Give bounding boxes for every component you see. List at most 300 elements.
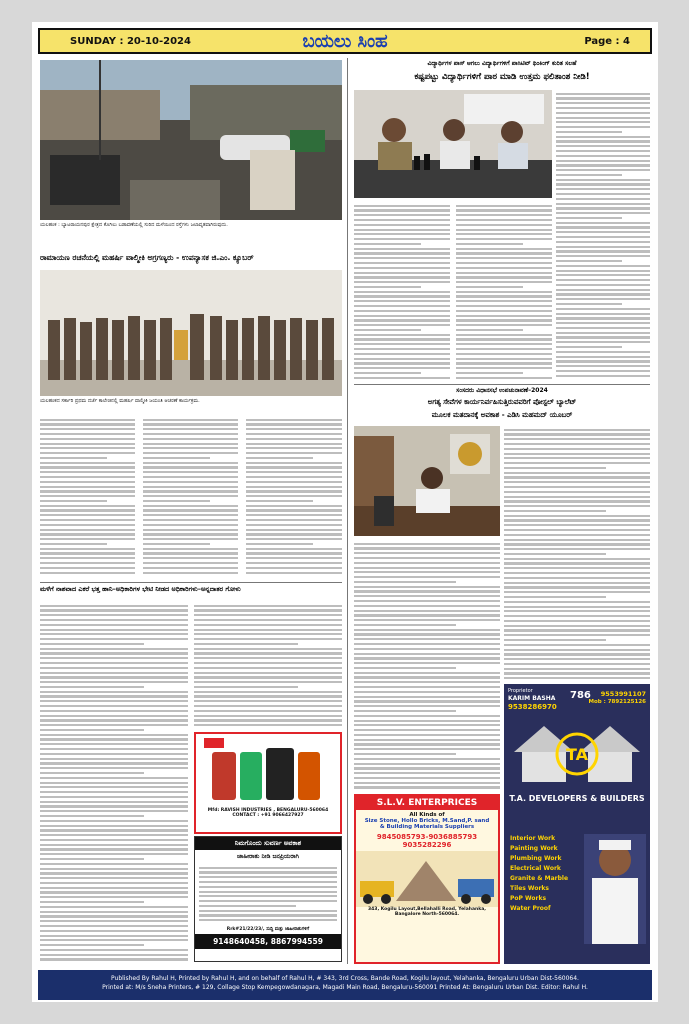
ta-mobile-1: 9538286970 <box>508 703 557 711</box>
body-text-line <box>40 887 188 889</box>
body-text-line <box>556 203 650 205</box>
ta-786: 786 <box>570 690 591 701</box>
body-text-line <box>556 360 650 362</box>
ta-service-item: Plumbing Work <box>510 855 562 862</box>
newspaper-title: ಬಯಲು ಸಿಂಹ <box>302 31 388 52</box>
body-text-line <box>246 466 342 468</box>
slv-enterprises-ad <box>354 794 500 964</box>
svg-text:TA: TA <box>565 745 589 764</box>
body-text-line <box>456 353 552 355</box>
body-text-line <box>556 274 650 276</box>
body-text-line <box>354 782 500 784</box>
body-text-line <box>354 657 500 659</box>
body-text-line <box>40 643 144 645</box>
valmiki-article-col-3 <box>246 416 342 578</box>
body-text-line <box>40 676 188 678</box>
body-text-line <box>504 663 650 665</box>
body-text-line <box>504 529 650 531</box>
body-text-line <box>556 207 650 209</box>
press-meet-photo <box>354 90 552 198</box>
body-text-line <box>456 334 552 336</box>
body-text-line <box>556 231 650 233</box>
body-text-line <box>504 615 650 617</box>
body-text-line <box>354 681 500 683</box>
body-text-line <box>354 324 450 326</box>
paddy-article-col-2 <box>194 602 342 728</box>
body-text-line <box>354 605 500 607</box>
body-text-line <box>143 514 238 516</box>
body-text-line <box>354 257 450 259</box>
body-text-line <box>354 305 450 307</box>
body-text-line <box>354 586 500 588</box>
body-text-line <box>40 624 188 626</box>
body-text-line <box>143 466 238 468</box>
rain-street-photo <box>40 60 342 220</box>
body-text-line <box>504 591 650 593</box>
body-text-line <box>354 724 500 726</box>
body-text-line <box>504 653 650 655</box>
body-text-line <box>456 343 552 345</box>
body-text-line <box>194 614 342 616</box>
body-text-line <box>40 782 188 784</box>
body-text-line <box>556 155 650 157</box>
body-text-line <box>40 839 188 841</box>
body-text-line <box>354 672 500 674</box>
students-article-col-1 <box>354 202 450 380</box>
body-text-line <box>246 486 342 488</box>
body-text-line <box>143 452 238 454</box>
body-text-line <box>354 205 450 207</box>
body-text-line <box>246 557 342 559</box>
body-text-line <box>456 305 552 307</box>
body-text-line <box>199 905 296 907</box>
body-text-line <box>246 471 342 473</box>
slv-name: S.L.V. ENTERPRICES <box>356 796 498 810</box>
body-text-line <box>40 939 188 941</box>
body-text-line <box>143 490 238 492</box>
body-text-line <box>354 229 450 231</box>
body-text-line <box>143 562 238 564</box>
body-text-line <box>40 705 188 707</box>
body-text-line <box>40 958 188 960</box>
body-text-line <box>40 452 135 454</box>
body-text-line <box>143 505 238 507</box>
body-text-line <box>40 853 188 855</box>
election-article-col-1 <box>354 540 500 790</box>
body-text-line <box>246 490 342 492</box>
body-text-line <box>456 338 552 340</box>
body-text-line <box>456 300 552 302</box>
body-text-line <box>246 462 342 464</box>
body-text-line <box>504 649 650 651</box>
house-logo-icon <box>504 712 650 792</box>
body-text-line <box>504 606 650 608</box>
body-text-line <box>456 252 552 254</box>
body-text-line <box>354 291 450 293</box>
body-text-line <box>194 619 342 621</box>
body-text-line <box>354 590 500 592</box>
body-text-line <box>504 582 650 584</box>
body-text-line <box>556 198 650 200</box>
body-text-line <box>354 691 500 693</box>
ta-service-item: Water Proof <box>510 905 551 912</box>
body-text-line <box>456 214 552 216</box>
body-text-line <box>556 236 650 238</box>
body-text-line <box>199 895 337 897</box>
body-text-line <box>40 614 188 616</box>
body-text-line <box>354 334 450 336</box>
body-text-line <box>143 533 238 535</box>
body-text-line <box>194 648 342 650</box>
body-text-line <box>504 524 650 526</box>
body-text-line <box>504 519 650 521</box>
body-text-line <box>246 447 342 449</box>
body-text-line <box>194 715 342 717</box>
body-text-line <box>194 710 342 712</box>
body-text-line <box>556 327 650 329</box>
body-text-line <box>504 558 650 560</box>
body-text-line <box>194 609 342 611</box>
classified-phones: 9148640458, 8867994559 <box>195 934 341 949</box>
body-text-line <box>143 423 238 425</box>
body-text-line <box>504 433 650 435</box>
body-text-line <box>354 729 500 731</box>
body-text-line <box>40 605 188 607</box>
body-text-line <box>504 658 650 660</box>
construction-trucks-illustration <box>356 851 498 907</box>
body-text-line <box>40 490 135 492</box>
body-text-line <box>354 767 500 769</box>
body-text-line <box>504 629 650 631</box>
body-text-line <box>246 419 342 421</box>
body-text-line <box>40 786 188 788</box>
body-text-line <box>354 362 450 364</box>
body-text-line <box>40 419 135 421</box>
body-text-line <box>354 715 500 717</box>
body-text-line <box>504 577 650 579</box>
body-text-line <box>143 447 238 449</box>
ta-service-item: Interior Work <box>510 835 556 842</box>
body-text-line <box>354 295 450 297</box>
body-text-line <box>456 324 552 326</box>
body-text-line <box>40 638 188 640</box>
divider <box>354 384 650 385</box>
body-text-line <box>556 117 650 119</box>
body-text-line <box>40 562 135 564</box>
rain-photo-caption: ಯಲಹಂಕ : ಬ್ಯಾಟರಾಯನಪುರ ಕ್ಷೇತ್ರದ ಕೊಗಿಲು ಬಡಾವಣೆಯಲ್ಲಿ ಸುರಿದ ಮಳೆಯಿಂದ ರಸ್ತೆಗಳು ಜಲಾವೃತವಾಗಿರುವುದು. <box>40 222 228 228</box>
body-text-line <box>40 533 135 535</box>
ta-proprietor: KARIM BASHA <box>508 695 556 702</box>
body-text-line <box>354 267 450 269</box>
body-text-line <box>504 543 650 545</box>
body-text-line <box>40 609 188 611</box>
body-text-line <box>556 174 622 176</box>
body-text-line <box>456 377 552 379</box>
body-text-line <box>143 457 210 459</box>
body-text-line <box>40 834 188 836</box>
body-text-line <box>354 353 450 355</box>
ravish-contact: CONTACT : +91 9066427927 <box>232 813 304 818</box>
body-text-line <box>354 662 500 664</box>
body-text-line <box>40 815 144 817</box>
body-text-line <box>504 462 650 464</box>
body-text-line <box>354 547 500 549</box>
body-text-line <box>40 901 144 903</box>
valmiki-group-photo <box>40 270 342 396</box>
body-text-line <box>354 743 500 745</box>
body-text-line <box>143 529 238 531</box>
body-text-line <box>40 672 188 674</box>
body-text-line <box>504 644 650 646</box>
body-text-line <box>556 246 650 248</box>
body-text-line <box>246 438 342 440</box>
body-text-line <box>354 243 421 245</box>
body-text-line <box>40 872 188 874</box>
ta-services-list <box>510 834 580 914</box>
body-text-line <box>354 272 450 274</box>
body-text-line <box>556 265 650 267</box>
body-text-line <box>40 500 107 502</box>
imprint-line-1: Published By Rahul H, Printed by Rahul H, and on behalf of Rahul H, # 343, 3rd Cross, Bande Road, Kogilu layout, Yelahanka, Bengaluru Urban Dist-560064. <box>111 975 579 982</box>
body-text-line <box>143 552 238 554</box>
body-text-line <box>199 914 337 916</box>
body-text-line <box>40 495 135 497</box>
body-text-line <box>354 219 450 221</box>
body-text-line <box>556 332 650 334</box>
paddy-article-col-1 <box>40 602 188 962</box>
body-text-line <box>40 519 135 521</box>
body-text-line <box>354 329 421 331</box>
body-text-line <box>40 791 188 793</box>
body-text-line <box>246 533 342 535</box>
body-text-line <box>556 356 650 358</box>
ta-mobile-2: 9553991107 <box>600 690 646 698</box>
body-text-line <box>354 319 450 321</box>
imprint-footer <box>38 970 652 1000</box>
body-text-line <box>556 289 650 291</box>
body-text-line <box>143 548 238 550</box>
body-text-line <box>40 920 188 922</box>
body-text-line <box>40 944 144 946</box>
body-text-line <box>354 377 450 379</box>
body-text-line <box>40 466 135 468</box>
body-text-line <box>354 748 500 750</box>
body-text-line <box>504 677 650 679</box>
body-text-line <box>40 524 135 526</box>
body-text-line <box>40 529 135 531</box>
valmiki-article-col-1 <box>40 416 135 578</box>
body-text-line <box>143 476 238 478</box>
body-text-line <box>456 372 523 374</box>
body-text-line <box>456 209 552 211</box>
body-text-line <box>143 419 238 421</box>
body-text-line <box>504 534 650 536</box>
valmiki-photo-caption: ಯಲಹಂಕದ ಸರ್ಕಾರಿ ಪ್ರಥಮ ದರ್ಜೆ ಕಾಲೇಜಿನಲ್ಲಿ ಮಹರ್ಷಿ ವಾಲ್ಮೀಕಿ ಜಯಂತಿ ಆಚರಣೆ ಕಾರ್ಯಕ್ರಮ. <box>40 398 200 404</box>
body-text-line <box>354 638 500 640</box>
body-text-line <box>504 453 650 455</box>
body-text-line <box>40 481 135 483</box>
body-text-line <box>456 358 552 360</box>
body-text-line <box>40 767 188 769</box>
body-text-line <box>246 433 342 435</box>
body-text-line <box>456 310 552 312</box>
body-text-line <box>354 252 450 254</box>
body-text-line <box>40 572 135 574</box>
body-text-line <box>354 705 500 707</box>
body-text-line <box>40 462 135 464</box>
body-text-line <box>556 279 650 281</box>
body-text-line <box>354 315 450 317</box>
body-text-line <box>456 248 552 250</box>
body-text-line <box>40 486 135 488</box>
body-text-line <box>354 358 450 360</box>
body-text-line <box>456 205 552 207</box>
body-text-line <box>199 891 337 893</box>
body-text-line <box>194 624 342 626</box>
body-text-line <box>456 362 552 364</box>
body-text-line <box>194 686 298 688</box>
body-text-line <box>354 772 500 774</box>
body-text-line <box>354 262 450 264</box>
body-text-line <box>504 567 650 569</box>
body-text-line <box>354 300 450 302</box>
body-text-line <box>40 648 188 650</box>
body-text-line <box>40 896 188 898</box>
body-text-line <box>40 695 188 697</box>
body-text-line <box>199 881 337 883</box>
body-text-line <box>504 610 650 612</box>
body-text-line <box>354 686 500 688</box>
body-text-line <box>456 238 552 240</box>
body-text-line <box>354 552 500 554</box>
body-text-line <box>456 219 552 221</box>
ta-service-item: Tiles Works <box>510 885 549 892</box>
body-text-line <box>246 567 342 569</box>
body-text-line <box>556 150 650 152</box>
ta-developers-ad <box>504 684 650 964</box>
body-text-line <box>456 267 552 269</box>
body-text-line <box>556 212 650 214</box>
body-text-line <box>194 633 342 635</box>
body-text-line <box>504 625 650 627</box>
body-text-line <box>40 925 188 927</box>
students-kicker: ವಿದ್ಯಾರ್ಥಿಗಳ ಪಾಸ್ ಆಗಲು ವಿದ್ಯಾರ್ಥಿಗಳಿಗೆ ಪಾಸಿಟಿವ್ ಥಿಂಕಿಂಗ್ ಕುರಿತ ಸಲಹೆ <box>427 60 577 67</box>
body-text-line <box>456 319 552 321</box>
body-text-line <box>194 695 342 697</box>
body-text-line <box>143 500 210 502</box>
body-text-line <box>40 777 188 779</box>
body-text-line <box>194 705 342 707</box>
body-text-line <box>40 729 144 731</box>
body-text-line <box>556 303 622 305</box>
classified-reg: Rrk#21/22/23/, ಸುದ್ದಿ ಮತ್ತು ಜಾಹೀರಾತುಗಳಿಗೆ <box>226 927 310 932</box>
body-text-line <box>354 619 500 621</box>
body-text-line <box>246 562 342 564</box>
body-text-line <box>246 476 342 478</box>
ta-service-item: Electrical Work <box>510 865 561 872</box>
body-text-line <box>40 801 188 803</box>
body-text-line <box>504 539 650 541</box>
body-text-line <box>556 131 622 133</box>
body-text-line <box>504 448 650 450</box>
body-text-line <box>354 338 450 340</box>
ta-proprietor-label: Proprietor <box>508 688 533 694</box>
body-text-line <box>246 552 342 554</box>
body-text-line <box>504 553 606 555</box>
body-text-line <box>40 457 107 459</box>
body-text-line <box>456 262 552 264</box>
body-text-line <box>194 681 342 683</box>
body-text-line <box>556 351 650 353</box>
body-text-line <box>40 476 135 478</box>
body-text-line <box>40 891 188 893</box>
body-text-line <box>504 496 650 498</box>
slv-line1: All Kinds of <box>409 812 445 818</box>
body-text-line <box>354 343 450 345</box>
body-text-line <box>556 322 650 324</box>
body-text-line <box>246 509 342 511</box>
body-text-line <box>504 596 606 598</box>
body-text-line <box>40 433 135 435</box>
students-article-col-right <box>556 90 650 380</box>
body-text-line <box>556 270 650 272</box>
body-text-line <box>354 600 500 602</box>
body-text-line <box>40 743 188 745</box>
body-text-line <box>354 629 500 631</box>
body-text-line <box>143 428 238 430</box>
body-text-line <box>40 829 188 831</box>
body-text-line <box>504 639 606 641</box>
body-text-line <box>556 336 650 338</box>
body-text-line <box>354 610 500 612</box>
body-text-line <box>40 471 135 473</box>
body-text-line <box>40 906 188 908</box>
body-text-line <box>556 341 650 343</box>
page-number: Page : 4 <box>584 36 630 47</box>
body-text-line <box>556 188 650 190</box>
body-text-line <box>40 447 135 449</box>
body-text-line <box>40 428 135 430</box>
body-text-line <box>504 634 650 636</box>
body-text-line <box>354 648 500 650</box>
body-text-line <box>504 467 606 469</box>
body-text-line <box>40 438 135 440</box>
body-text-line <box>504 668 650 670</box>
body-text-line <box>246 481 342 483</box>
ta-company-name: T.A. DEVELOPERS & BUILDERS <box>509 794 645 803</box>
body-text-line <box>456 329 523 331</box>
body-text-line <box>40 686 144 688</box>
election-article-col-right <box>504 426 650 682</box>
body-text-line <box>456 233 552 235</box>
body-text-line <box>354 696 500 698</box>
classified-ad <box>194 836 342 962</box>
body-text-line <box>143 509 238 511</box>
body-text-line <box>354 753 456 755</box>
classified-title: ನಿಮಗೊಂದು ಸುವರ್ಣ ಅವಕಾಶ <box>195 837 341 850</box>
body-text-line <box>246 495 342 497</box>
body-text-line <box>40 949 188 951</box>
slv-line3: & Building Materials Suppliers <box>379 824 475 830</box>
body-text-line <box>556 183 650 185</box>
body-text-line <box>504 505 650 507</box>
body-text-line <box>143 495 238 497</box>
body-text-line <box>354 758 500 760</box>
slv-address: 343, Kogilu Layout,Bellahalli Road, Yelahanka, Bangalore North-560064. <box>368 907 486 917</box>
body-text-line <box>354 581 456 583</box>
divider <box>40 582 342 583</box>
body-text-line <box>556 97 650 99</box>
